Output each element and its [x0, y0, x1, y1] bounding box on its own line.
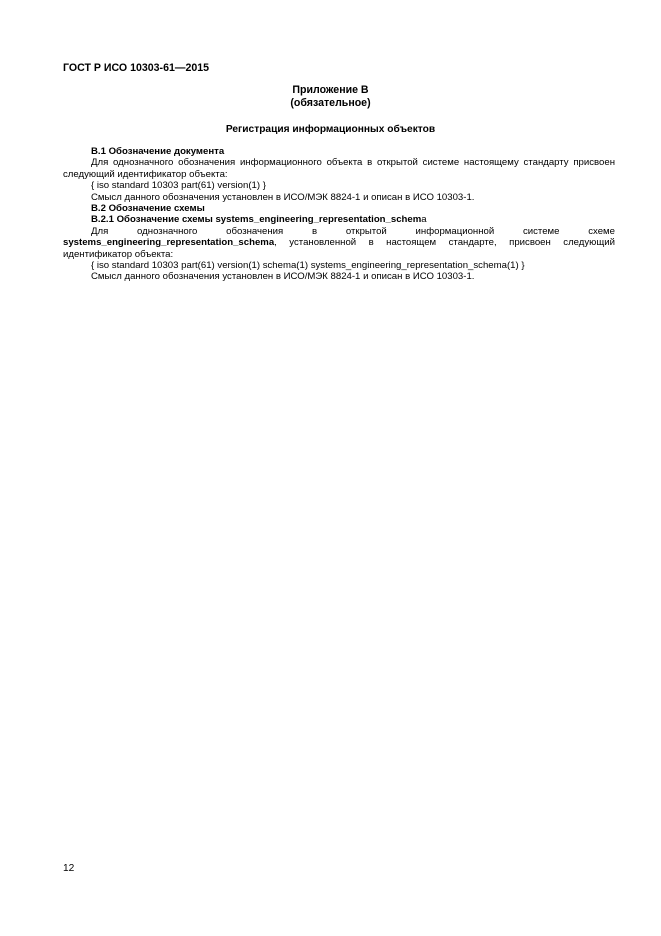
section-b1-identifier: { iso standard 10303 part(61) version(1) } — [91, 180, 266, 192]
section-b21-heading-prefix: В.2.1 Обозначение схемы — [91, 214, 216, 226]
section-b2-heading: В.2 Обозначение схемы — [91, 203, 205, 215]
annex-title: Приложение В — [292, 84, 369, 96]
section-b21-heading-tail: a — [421, 214, 427, 226]
section-b21-paragraph-rest — [63, 237, 615, 260]
schema-name: systems_engineering_representation_schema — [63, 237, 275, 249]
annex-subtitle: Регистрация информационных объектов — [225, 124, 436, 135]
section-b1-paragraph: Для однозначного обозначения информационного объекта в открытой системе настоящему стандарту присвоен следующий идентификатор объекта: — [63, 157, 615, 180]
section-b1-meaning: Смысл данного обозначения установлен в ИСО/МЭК 8824-1 и описан в ИСО 10303-1. — [91, 191, 475, 203]
section-b21-heading-schema: systems_engineering_representation_schem — [215, 214, 422, 226]
section-b21-heading — [63, 214, 615, 225]
section-b21-paragraph-line1: Для однозначного обозначения в открытой информационной системе схеме — [91, 225, 615, 237]
page-number: 12 — [63, 863, 75, 874]
section-b1-heading: В.1 Обозначение документа — [91, 146, 225, 157]
annex-status: (обязательное) — [290, 97, 371, 109]
section-b21-identifier: { iso standard 10303 part(61) version(1) schema(1) systems_engineering_representation_schema(1) } — [91, 260, 525, 272]
annex-heading — [63, 84, 598, 110]
section-b21-meaning: Смысл данного обозначения установлен в ИСО/МЭК 8824-1 и описан в ИСО 10303-1. — [91, 271, 475, 283]
document-body — [63, 146, 615, 283]
document-header: ГОСТ Р ИСО 10303-61—2015 — [63, 62, 210, 74]
section-b21-paragraph-tail: , установленной в настоящем стандарте, присвоен следующий идентификатор объекта: — [63, 237, 615, 260]
